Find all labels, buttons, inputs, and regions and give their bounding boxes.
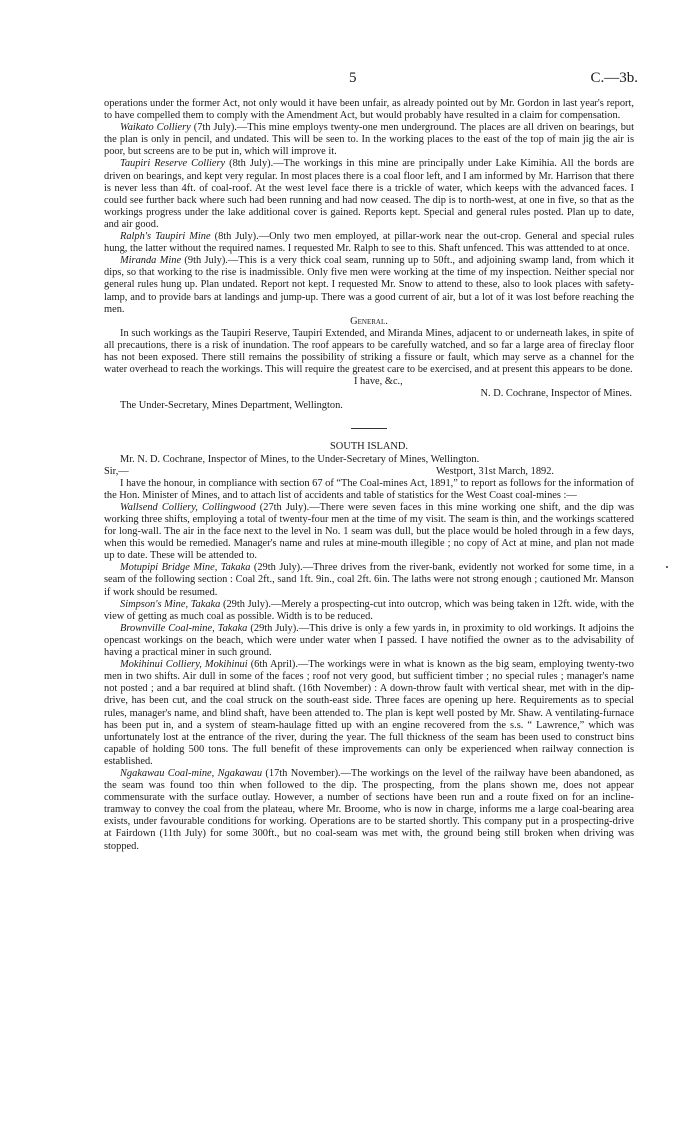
entry-paragraph [104,562,634,598]
mine-name: Simpson's Mine, Takaka [120,598,221,610]
entry-text: (27th July).—There were seven faces in this mine working one shift, and the dip was working three shifts, employing a total of twenty-four men at the time of my visit. The seam is thin, and the workings scattered for long-wall. The air in the face next to the level in No. 1 seam was dull, but the place would be holed through in a few days, when this would be remedied. Manager's name and rules at mine-mouth illegible ; no copy of Act at mine, and plan not made up to date. These will be attended to. [104,501,634,562]
section-divider [351,428,387,429]
mine-name: Motupipi Bridge Mine, Takaka [120,562,251,574]
entry-paragraph [104,768,634,853]
entry-text: (8th July).—Only two men employed, at pillar-work near the out-crop. General and special rules hung, the latter without the required names. I requested Mr. Ralph to see to this. Shaft unfenced. This was atttended to at once. [104,231,634,255]
intro-paragraph: I have the honour, in compliance with section 67 of “The Coal-mines Act, 1891,” to report as follows for the information of the Hon. Minister of Mines, and to attach list of accidents and table of statistics for the West Coast coal-mines :— [104,477,634,501]
place-date: Westport, 31st March, 1892. [435,465,554,477]
sign-off: I have, &c., [354,376,403,388]
general-heading: General. [350,315,388,327]
page-number: 5 [349,70,357,86]
from-line: Mr. N. D. Cochrane, Inspector of Mines, to the Under-Secretary of Mines, Wellington. [120,453,480,465]
mine-name: Ngakawau Coal-mine, Ngakawau [120,767,263,779]
entry-text: (7th July).—This mine employs twenty-one men underground. The places are all driven on bearings, but the plan is only in pencil, and undated. This will be seen to. In the working places to the east of the top of main jig the air is poor, but screens are to be put in, which will improve it. [104,122,635,158]
entry-text: (6th April).—The workings were in what is known as the big seam, employing twenty-two men in two shifts. Air dull in some of the faces ; roof not very good, but sufficient timber ; no special rules ; manager's name not posted ; and a bar required at blind shaft. (16th November) : A down-throw fault with vertical shear, met with in the dip-drive, has been cut, and the coal struck on the south-east side. Three faces are opening up here. Requirements as to special rules, manager's name, and blind shaft, have been attended to. The plan is kept well posted by Mr. Shaw. A ventilating-furnace has been put in, and a system of steam-haulage fitted up with an engine recovered from the s.s. “ Lawrence,” which was unfortunately lost at the entrance of the river, during the year. The full thickness of the seam has been used to construct bins capable of holding 500 tons. The full benefit of these improvements can only be experienced when railway connection is established. [104,659,634,767]
intro-paragraph: operations under the former Act, not only would it have been unfair, as already pointed out by Mr. Gordon in last year's report, to have compelled them to comply with the Amendment Act, but would probably have resulted in a claim for compensation. [104,98,634,122]
margin-mark [666,566,668,568]
entry-paragraph [104,158,634,231]
mine-name: Brownville Coal-mine, Takaka [120,622,248,634]
document-page [104,70,638,853]
mine-name: Mokihinui Colliery, Mokihinui [120,659,248,671]
entry-paragraph [104,623,634,659]
addressee: The Under-Secretary, Mines Department, Wellington. [120,400,343,412]
entry-text: (29th July).—This drive is only a few yards in, in proximity to old workings. It adjoins the opencast workings on the beach, which were under water when I passed. I have notified the owner as to the advisability of having a practical miner in such ground. [104,622,634,659]
entry-text: (29th July).—Three drives from the river-bank, evidently not worked for some time, in a seam of the following section : Coal 2ft., sand 1ft. 9in., coal 2ft. 6in. The laths were not strong enough ; cautioned Mr. Manson if work should be resumed. [104,562,634,598]
salutation: Sir,— [104,465,129,477]
entry-paragraph [104,255,634,315]
entry-text: (29th July).—Merely a prospecting-cut into outcrop, which was being taken in 12ft. wide, with the view of getting as much coal as possible. Width is to be reduced. [104,598,634,622]
entry-paragraph [104,659,634,768]
entry-paragraph [104,231,634,255]
entry-text: (17th November).—The workings on the level of the railway have been abandoned, as the seam was found too thin when followed to the dip. The prospecting, from the plans shown me, does not appear commensurate with the surface outlay. However, a number of sections have been run and a route fixed on for an incline-tramway to convey the coal from the plateau, where Mr. Broome, who is now in charge, informs me a large coal-bearing area exists, under favourable conditions for working. Operations are to be started shortly. This company put in a prospecting-drive at Fairdown (11th July) for some 300ft., but no coal-seam was met with, the ground being still broken when driving was stopped. [104,767,634,852]
mine-name: Wallsend Colliery, Collingwood [120,501,256,513]
mine-name: Taupiri Reserve Colliery [120,158,226,170]
page-header [104,70,638,92]
mine-name: Waikato Colliery [120,122,191,134]
report-body [104,98,634,853]
entry-paragraph [104,599,634,623]
entry-text: (9th July).—This is a very thick coal seam, running up to 50ft., and adjoining swamp land, from which it dips, so that working to the rise is inadmissible. Only five men were working at the time of my inspection. Neither special nor general rules hung up. Plan undated. Report not kept. I requested Mr. Snow to attend to these, also to look places with safety-lamp, and to provide bars at landings and jump-up. There was a good current of air, but a lot of it was lost before reaching the men. [104,255,634,315]
mine-name: Miranda Mine [120,255,182,267]
entry-paragraph [104,122,634,158]
general-paragraph: In such workings as the Taupiri Reserve, Taupiri Extended, and Miranda Mines, adjacent to or underneath lakes, in spite of all precautions, there is a risk of inundation. The roof appears to be carefully watched, and so far a large area of fireclay floor has not been exposed. There still remains the possibility of striking a fissure or fault, which may serve as a channel for the water overhead to reach the workings. This will require the greatest care to be exercised, and at present this appears to be done. [104,327,634,376]
mine-name: Ralph's Taupiri Mine [120,231,211,243]
salutation-line [104,466,634,478]
signature: N. D. Cochrane, Inspector of Mines. [480,388,632,400]
entry-paragraph [104,502,634,562]
entry-text: (8th July).—The workings in this mine are principally under Lake Kimihia. All the bords are driven on bearings, and kept very regular. In most places there is a coal floor left, and I am informed by Mr. Harrison that there is never less than 4ft. of coal-roof. At the west level face there is a trickle of water, which keeps with the advanced faces. I could see further back where such had been running and had now ceased. The dip is to north-west, at one in five, so that as the workings progress under the lake additional cover is gained. Reports kept. Special and general rules posted. Plan up to date, and air good. [104,158,634,230]
section-heading: SOUTH ISLAND. [330,441,408,453]
document-reference: C.—3b. [590,70,638,86]
